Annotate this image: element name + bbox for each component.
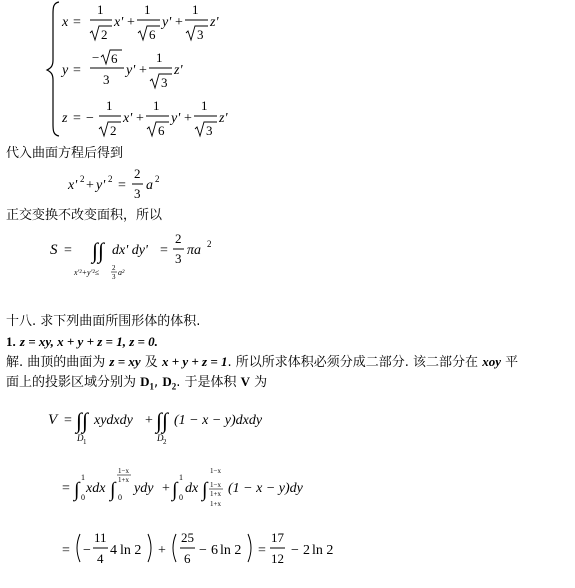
x-lhs: x <box>62 15 69 30</box>
solution-line1: 解. 曲顶的曲面为 z = xy 及 x + y + z = 1. 所以所求体积必须分成二部分. 该二部分在 xoy 平 <box>6 354 519 370</box>
ln2: ln 2 <box>312 543 334 558</box>
y-prime: y' <box>96 178 106 193</box>
double-integral-sign: ∫∫ <box>76 408 89 433</box>
exponent: 2 <box>207 239 212 249</box>
x-prime: x' <box>114 15 124 30</box>
ln2: ln 2 <box>120 543 142 558</box>
limit-den: 1+x <box>118 476 129 484</box>
coeff: 4 <box>110 543 117 558</box>
y-prime: y' <box>126 63 136 78</box>
problem-text: z = xy, x + y + z = 1, z = 0. <box>19 334 158 349</box>
exponent: 2 <box>155 174 160 184</box>
frac-num: 11 <box>94 530 107 545</box>
sqrt-arg: 6 <box>111 51 118 66</box>
y-lhs: y <box>62 63 69 78</box>
double-integral-sign: ∫∫ <box>156 408 169 433</box>
z-prime: z' <box>219 111 228 126</box>
ln2: ln 2 <box>220 543 242 558</box>
section-title: 十八. 求下列曲面所围形体的体积. <box>6 314 201 329</box>
frac-num: 1 <box>97 2 104 17</box>
sqrt-arg: 2 <box>110 123 117 138</box>
integral-sign: ∫ <box>74 479 80 501</box>
z-prime: z' <box>174 63 183 78</box>
frac-den: 4 <box>97 551 104 566</box>
coeff: 6 <box>211 543 218 558</box>
plus-sign: + <box>136 111 144 126</box>
y-prime: y' <box>171 111 181 126</box>
limit-num: 1−x <box>210 467 221 475</box>
integrand-1: xydxdy <box>94 413 133 428</box>
frac-num: 2 <box>175 231 182 246</box>
ydy: ydy <box>134 481 154 496</box>
region-D1: D <box>77 433 84 443</box>
plus-sign: + <box>127 15 135 30</box>
integral-sign: ∫ <box>110 479 116 501</box>
exponent: 2 <box>108 174 113 184</box>
text-orthogonal: 正交变换不改变面积，所以 <box>6 208 163 223</box>
integrand: dx' dy' <box>112 243 148 258</box>
dx: dx <box>185 481 199 496</box>
limit-num: 1−x <box>210 481 221 489</box>
integrand-tail: (1 − x − y)dy <box>228 481 303 496</box>
frac-den: 6 <box>184 551 191 566</box>
frac-den: 3 <box>103 72 110 87</box>
limit-den: 1+x <box>210 500 221 508</box>
limit-num: 1−x <box>118 467 129 475</box>
plus-sign: + <box>184 111 192 126</box>
upper-limit: 1 <box>81 473 85 482</box>
plus-sign: + <box>145 413 153 428</box>
frac-num: 1 <box>153 98 160 113</box>
integration-region: x'²+y'²≤ <box>74 268 100 277</box>
eq-sign: = <box>62 543 70 558</box>
sqrt-arg: 3 <box>161 75 168 90</box>
lower-limit: 0 <box>179 493 183 502</box>
sqrt-arg: 3 <box>197 27 204 42</box>
eq-sign: = <box>73 15 81 30</box>
plus-sign: + <box>162 481 170 496</box>
eq-sign: = <box>73 63 81 78</box>
eq-sign: = <box>64 243 72 258</box>
subscript: 2 <box>163 438 167 446</box>
frac-num: 17 <box>271 530 284 545</box>
frac-num: 1 <box>192 2 199 17</box>
x-prime: x' <box>68 178 78 193</box>
region-a: a² <box>118 268 125 277</box>
sqrt-arg: 6 <box>158 123 165 138</box>
minus-sign: − <box>199 543 207 558</box>
plus-sign: + <box>175 15 183 30</box>
x-prime: x' <box>123 111 133 126</box>
frac-num: 1 <box>201 98 208 113</box>
sqrt-arg: 3 <box>206 123 213 138</box>
var-a: a <box>146 178 153 193</box>
minus-sign: − <box>83 543 91 558</box>
eq-sign: = <box>73 111 81 126</box>
frac-den: 3 <box>175 251 182 266</box>
upper-limit: 1 <box>179 473 183 482</box>
right-paren <box>148 534 151 562</box>
solution-line2: 面上的投影区域分别为 $D_1$, $D_2$. 于是体积 V 为 <box>6 374 268 392</box>
neg-sign: − <box>92 50 100 65</box>
plus-sign: + <box>158 543 166 558</box>
limit-den: 1+x <box>210 490 221 498</box>
xdx: xdx <box>86 481 106 496</box>
var-V: V <box>48 412 58 428</box>
region-num: 2 <box>112 264 116 272</box>
left-paren <box>77 534 80 562</box>
sqrt-arg: 6 <box>149 27 156 42</box>
frac-num: 1 <box>106 98 113 113</box>
subscript: 1 <box>83 438 87 446</box>
region-den: 3 <box>112 273 116 281</box>
integral-sign: ∫ <box>202 479 208 501</box>
coeff: 2 <box>303 543 310 558</box>
eq-sign: = <box>258 543 266 558</box>
minus-sign: − <box>86 111 94 126</box>
y-prime: y' <box>162 15 172 30</box>
region-D2: D <box>157 433 164 443</box>
sqrt-arg: 2 <box>101 27 108 42</box>
z-prime: z' <box>210 15 219 30</box>
problem-number: 1. <box>6 334 16 349</box>
exponent: 2 <box>80 174 85 184</box>
text-substitute: 代入曲面方程后得到 <box>6 146 124 161</box>
frac-num: 25 <box>181 530 194 545</box>
frac-den: 12 <box>271 551 284 566</box>
eq-sign: = <box>64 413 72 428</box>
plus-sign: + <box>86 178 94 193</box>
frac-num: 2 <box>134 166 141 181</box>
double-integral-sign: ∫∫ <box>92 238 105 263</box>
integral-sign: ∫ <box>172 479 178 501</box>
integrand-2: (1 − x − y)dxdy <box>174 413 263 428</box>
z-lhs: z <box>62 111 68 126</box>
frac-num: 1 <box>156 50 163 65</box>
lower-limit: 0 <box>118 493 122 502</box>
minus-sign: − <box>291 543 299 558</box>
pi-a: πa <box>187 243 202 258</box>
plus-sign: + <box>139 63 147 78</box>
eq-sign: = <box>160 243 168 258</box>
left-paren <box>173 534 176 562</box>
frac-den: 3 <box>134 186 141 201</box>
eq-sign: = <box>118 178 126 193</box>
var-S: S <box>50 242 58 258</box>
right-paren <box>248 534 251 562</box>
eq-sign: = <box>62 481 70 496</box>
lower-limit: 0 <box>81 493 85 502</box>
frac-num: 1 <box>144 2 151 17</box>
